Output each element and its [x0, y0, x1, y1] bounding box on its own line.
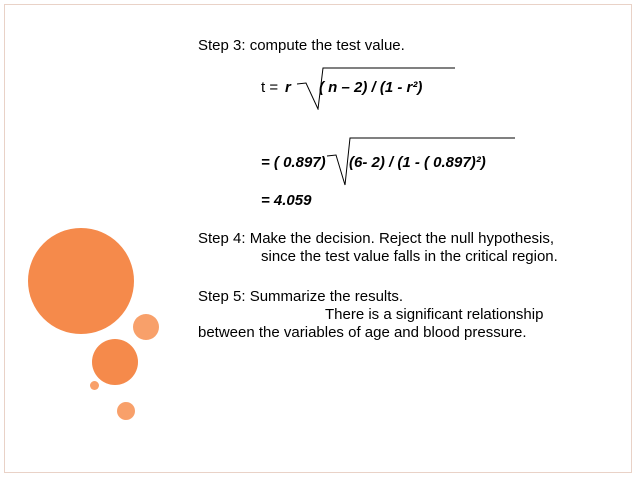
formula-r: r — [285, 79, 291, 96]
step5-line3: between the variables of age and blood pressure. — [198, 324, 527, 341]
computed-result: = 4.059 — [261, 192, 312, 209]
decorative-circle-small — [133, 314, 159, 340]
formula-t-equals: t = — [261, 79, 279, 96]
step4-line1: Step 4: Make the decision. Reject the null hypothesis, — [198, 230, 555, 247]
step5-line2: There is a significant relationship — [325, 306, 544, 323]
step3-heading: Step 3: compute the test value. — [198, 37, 405, 54]
decorative-circle-small — [117, 402, 135, 420]
step5-line1: Step 5: Summarize the results. — [198, 288, 404, 305]
step4-line2: since the test value falls in the critical region. — [261, 248, 558, 265]
substitution-radicand: (6- 2) / (1 - ( 0.897)²) — [349, 154, 486, 171]
formula-radicand: ( n – 2) / (1 - r²) — [319, 79, 423, 96]
decorative-circle-medium — [92, 339, 138, 385]
substitution-prefix: = ( 0.897) — [261, 154, 326, 171]
decorative-circle-tiny — [90, 381, 99, 390]
decorative-circle-large — [28, 228, 134, 334]
